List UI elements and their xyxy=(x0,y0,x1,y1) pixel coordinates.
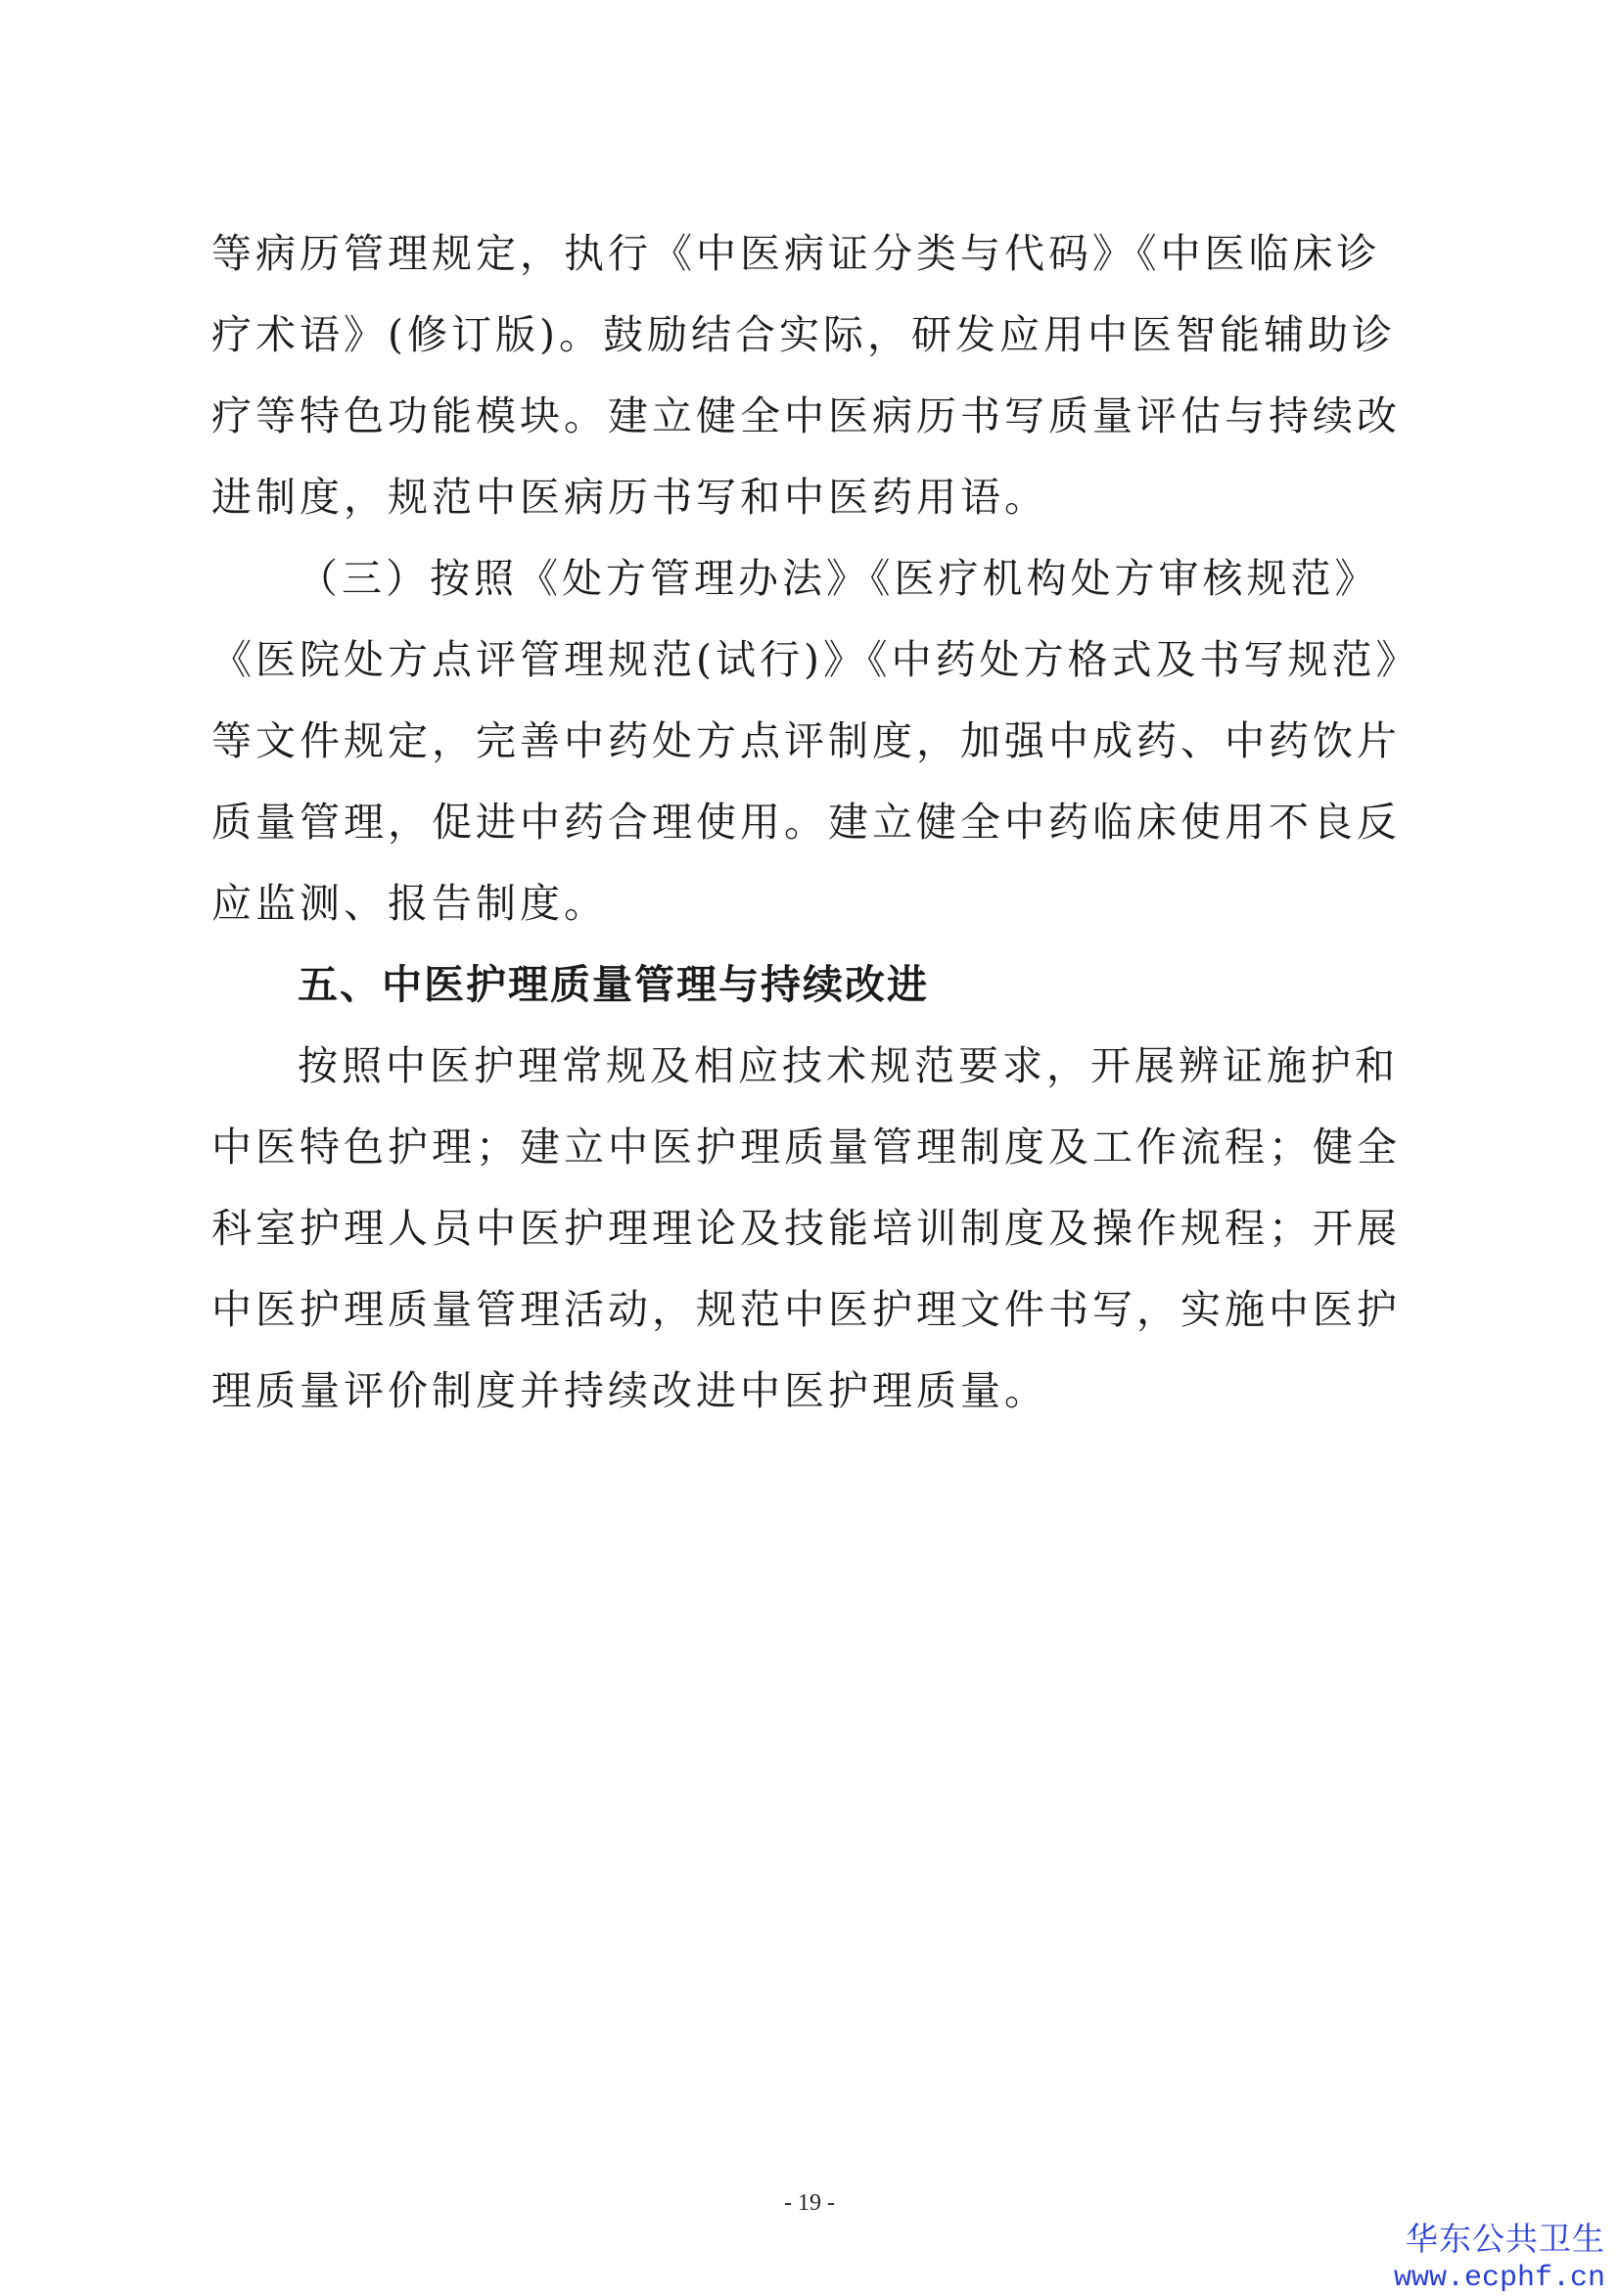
page-number: - 19 - xyxy=(784,2190,835,2216)
subsection-3-first-line: （三）按照《处方管理办法》《医疗机构处方审核规范》 xyxy=(298,555,1379,602)
text-line-14: 中医护理质量管理活动，规范中医护理文件书写，实施中医护 xyxy=(211,1286,1401,1333)
text-line-2: 疗术语》(修订版)。鼓励结合实际，研发应用中医智能辅助诊 xyxy=(211,311,1396,358)
text-line-8: 质量管理，促进中药合理使用。建立健全中药临床使用不良反 xyxy=(211,799,1401,846)
watermark xyxy=(1394,2220,1605,2296)
section-heading: 五、中医护理质量管理与持续改进 xyxy=(298,961,929,1008)
document-body xyxy=(211,213,1420,1432)
text-line-6: 《医院处方点评管理规范(试行)》《中药处方格式及书写规范》 xyxy=(211,636,1420,683)
text-line-7: 等文件规定，完善中药处方点评制度，加强中成药、中药饮片 xyxy=(211,717,1401,764)
watermark-url: www.ecphf.cn xyxy=(1393,2262,1605,2295)
text-line-4: 进制度，规范中医病历书写和中医药用语。 xyxy=(211,474,1048,521)
text-line-9: 应监测、报告制度。 xyxy=(211,880,608,927)
text-line-1: 等病历管理规定，执行《中医病证分类与代码》《中医临床诊 xyxy=(211,230,1381,277)
text-line-13: 科室护理人员中医护理理论及技能培训制度及操作规程；开展 xyxy=(211,1205,1401,1252)
watermark-name: 华东公共卫生 xyxy=(1406,2223,1605,2258)
text-line-15: 理质量评价制度并持续改进中医护理质量。 xyxy=(211,1367,1048,1414)
section-5-first-line: 按照中医护理常规及相应技术规范要求，开展辨证施护和 xyxy=(298,1042,1399,1089)
text-line-3: 疗等特色功能模块。建立健全中医病历书写质量评估与持续改 xyxy=(211,392,1401,439)
text-line-12: 中医特色护理；建立中医护理质量管理制度及工作流程；健全 xyxy=(211,1124,1401,1171)
